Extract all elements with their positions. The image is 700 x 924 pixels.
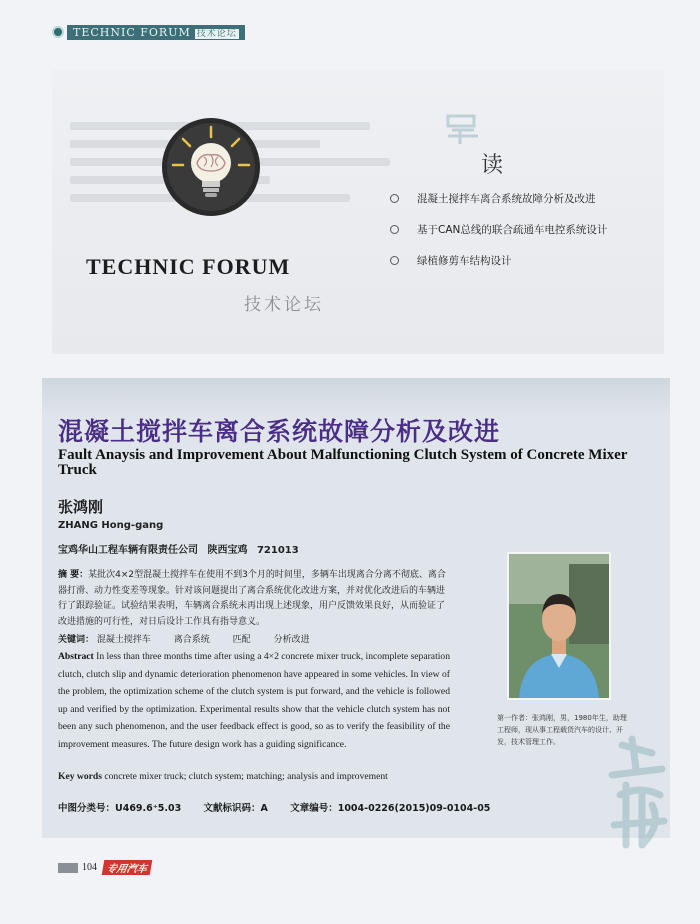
bullet-icon bbox=[390, 194, 399, 203]
section-band-cn: 技术论坛 bbox=[196, 28, 237, 39]
bullet-icon bbox=[390, 256, 399, 265]
keyword-cn: 匹配 bbox=[232, 635, 251, 645]
section-band-en: TECHNIC FORUM bbox=[73, 25, 191, 39]
bullet-icon bbox=[390, 225, 399, 234]
keyword-cn: 离合系统 bbox=[173, 635, 210, 645]
keyword-cn: 混凝土搅拌车 bbox=[96, 635, 151, 645]
abstract-en-text: In less than three months time after using a 4×2 concrete mixer truck, incomplete separation clutch, clutch slip and dynamic deterioration phenomenon have appeared in some vehicles. In view of the problem, the optimization scheme of the clutch system is put forward, and the vehicle is followed up and verified by the optimization. Experimental results show that the vehicle clutch system has not been any such phenomenon, and the user feedback effect is good, so as to verify the feasibility of the improvement measures. The future design work has a guiding significance. bbox=[58, 651, 450, 750]
keywords-en-label: Key words bbox=[58, 771, 102, 782]
class-number: 中图分类号：U469.6⁺5.03 bbox=[58, 803, 182, 814]
abstract-cn-label: 摘 要： bbox=[58, 570, 89, 580]
abstract-cn-text: 某批次4×2型混凝土搅拌车在使用不到3个月的时间里，多辆车出现离合分离不彻底、离合器打滑、动力性变差等现象。针对该问题提出了离合系统优化改进方案，并对优化改进后的车辆进行了跟踪验证。试验结果表明，车辆离合系统未再出现上述现象，用户反馈效果良好，从而验证了改进措施的可行性，对日后设计工作具有指导意义。 bbox=[58, 570, 446, 627]
article-title-cn: 混凝土搅拌车离合系统故障分析及改进 bbox=[58, 417, 501, 446]
journal-logo-icon bbox=[52, 26, 64, 38]
keywords-en bbox=[58, 771, 458, 782]
page-footer bbox=[58, 860, 151, 875]
author-portrait-icon bbox=[509, 554, 609, 698]
guide-item[interactable] bbox=[390, 245, 607, 276]
keyword-cn: 分析改进 bbox=[273, 635, 310, 645]
lightbulb-brain-icon bbox=[161, 117, 261, 217]
guide-item-label: 混凝土搅拌车离合系统故障分析及改进 bbox=[417, 193, 596, 205]
author-photo bbox=[507, 552, 611, 700]
guide-item[interactable] bbox=[390, 214, 607, 245]
abstract-en-label: Abstract bbox=[58, 651, 94, 662]
guide-decoration-icon bbox=[444, 112, 480, 146]
guide-item[interactable] bbox=[390, 183, 607, 214]
author-name-cn: 张鸿刚 bbox=[58, 498, 104, 516]
keywords-cn bbox=[58, 632, 330, 645]
section-band bbox=[67, 25, 245, 40]
abstract-cn bbox=[58, 568, 450, 630]
author-name-en: ZHANG Hong-gang bbox=[58, 520, 164, 531]
author-note: 第一作者：张鸿刚，男，1980年生，助理工程师，现从事工程载货汽车的设计、开发，技术管理工作。 bbox=[497, 714, 627, 746]
footer-truck-icon bbox=[58, 863, 78, 873]
document-code: 文献标识码：A bbox=[203, 803, 268, 814]
article-number: 文章编号：1004-0226(2015)09-0104-05 bbox=[290, 803, 491, 814]
forum-title-cn: 技术论坛 bbox=[244, 295, 324, 315]
guide-item-label: 基于CAN总线的联合疏通车电控系统设计 bbox=[417, 224, 608, 236]
classification-line bbox=[58, 800, 508, 814]
guide-list bbox=[390, 183, 607, 276]
guide-item-label: 绿植修剪车结构设计 bbox=[417, 255, 512, 267]
forum-title-en: TECHNIC FORUM bbox=[86, 254, 291, 279]
keywords-cn-label: 关键词： bbox=[58, 635, 95, 645]
abstract-en bbox=[58, 648, 450, 754]
guide-label: 读 bbox=[481, 153, 504, 178]
author-affiliation: 宝鸡华山工程车辆有限责任公司 陕西宝鸡 721013 bbox=[58, 545, 299, 556]
magazine-logo: 专用汽车 bbox=[102, 860, 153, 875]
page-number: 104 bbox=[82, 862, 97, 873]
keywords-en-text: concrete mixer truck; clutch system; matching; analysis and improvement bbox=[104, 771, 388, 782]
article-title-en: Fault Anaysis and Improvement About Malfunctioning Clutch System of Concrete Mixer Truck bbox=[58, 447, 628, 478]
section-header bbox=[52, 24, 245, 40]
corner-calligraphy-decoration-icon bbox=[602, 735, 682, 855]
